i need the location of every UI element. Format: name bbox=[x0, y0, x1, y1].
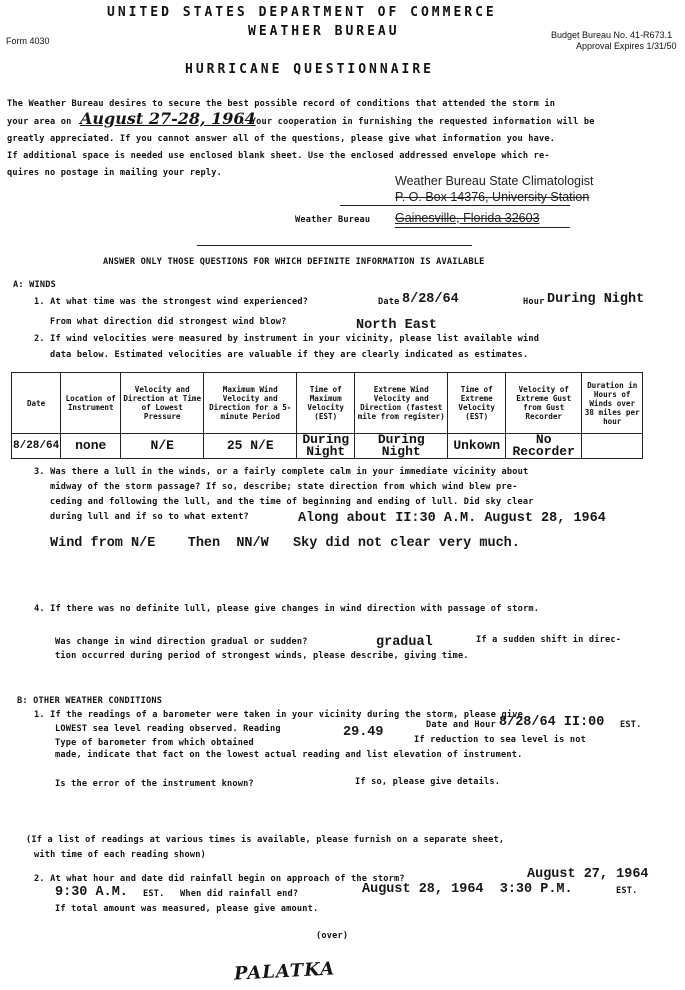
col-location: Location of Instrument bbox=[61, 373, 121, 434]
col-duration-hours: Duration in Hours of Winds over 38 miles per hour bbox=[582, 373, 643, 434]
address-label: Weather Bureau bbox=[295, 215, 371, 225]
baro-q1-line-4: made, indicate that fact on the lowest actual reading and list elevation of instrument. bbox=[55, 750, 523, 760]
handwritten-signature: PALATKA bbox=[233, 958, 336, 985]
intro-line-2-prefix: your area on bbox=[7, 117, 72, 127]
wind-q3-line-3: ceding and following the lull, and the time of beginning and ending of lull. Did sky clear bbox=[50, 497, 534, 507]
col-gust-velocity: Velocity of Extreme Gust from Gust Recorder bbox=[506, 373, 582, 434]
address-rule-3 bbox=[197, 245, 472, 246]
wind-data-table bbox=[11, 372, 643, 459]
col-extreme-wind-velocity: Extreme Wind Velocity and Direction (fastest mile from register) bbox=[355, 373, 448, 434]
address-rule-2 bbox=[395, 227, 570, 228]
baro-datehour-answer: 8/28/64 II:00 bbox=[499, 715, 605, 730]
list-note-line-2: with time of each reading shown) bbox=[34, 850, 206, 860]
wind-q1: 1. At what time was the strongest wind experienced? bbox=[34, 297, 309, 307]
cell-gust-velocity: No Recorder bbox=[506, 434, 582, 459]
wind-q1-hour-label: Hour bbox=[523, 297, 545, 307]
rain-end-question: When did rainfall end? bbox=[180, 889, 299, 899]
baro-reduction-note: If reduction to sea level is not bbox=[414, 735, 586, 745]
cell-velocity-lowest-pressure: N/E bbox=[121, 434, 204, 459]
baro-reading-answer: 29.49 bbox=[343, 725, 384, 740]
cell-date: 8/28/64 bbox=[12, 434, 61, 459]
wind-q3-answer-1: Along about II:30 A.M. August 28, 1964 bbox=[298, 511, 606, 526]
wind-q4-gradual-question: Was change in wind direction gradual or sudden? bbox=[55, 637, 308, 647]
rain-total-question: If total amount was measured, please give amount. bbox=[55, 904, 319, 914]
baro-q1-line-2: LOWEST sea level reading observed. Reading bbox=[55, 724, 281, 734]
wind-q3-line-4: during lull and if so to what extent? bbox=[50, 512, 249, 522]
col-time-extreme-velocity: Time of Extreme Velocity (EST) bbox=[448, 373, 506, 434]
col-max-wind-velocity: Maximum Wind Velocity and Direction for a 5-minute Period bbox=[204, 373, 297, 434]
wind-q3-answer-2: Wind from N/E Then NN/W Sky did not clear very much. bbox=[50, 536, 520, 551]
wind-direction-question: From what direction did strongest wind blow? bbox=[50, 317, 287, 327]
cell-max-wind-velocity: 25 N/E bbox=[204, 434, 297, 459]
intro-line-1: The Weather Bureau desires to secure the best possible record of conditions that attended the storm in bbox=[7, 99, 556, 109]
bureau-title: WEATHER BUREAU bbox=[248, 24, 400, 39]
wind-q4-answer: gradual bbox=[376, 635, 433, 650]
wind-q2-line-2: data below. Estimated velocities are valuable if they are clearly indicated as estimates. bbox=[50, 350, 529, 360]
intro-line-5: quires no postage in mailing your reply. bbox=[7, 168, 222, 178]
approval-expiry: Approval Expires 1/31/50 bbox=[576, 41, 677, 51]
wind-q3-line-2: midway of the storm passage? If so, describe; state direction from which wind blew pre- bbox=[50, 482, 518, 492]
baro-est-label: EST. bbox=[620, 720, 642, 730]
address-line-1: Weather Bureau State Climatologist bbox=[395, 174, 594, 188]
cell-location: none bbox=[61, 434, 121, 459]
baro-q1-line-1: 1. If the readings of a barometer were taken in your vicinity during the storm, please give bbox=[34, 710, 524, 720]
baro-error-question: Is the error of the instrument known? bbox=[55, 779, 254, 789]
budget-bureau-number: Budget Bureau No. 41-R673.1 bbox=[551, 30, 673, 40]
wind-q2-line-1: 2. If wind velocities were measured by instrument in your vicinity, please list available wind bbox=[34, 334, 540, 344]
rain-est-label: EST. bbox=[143, 889, 165, 899]
wind-q4: 4. If there was no definite lull, please give changes in wind direction with passage of storm. bbox=[34, 604, 540, 614]
instruction-banner: ANSWER ONLY THOSE QUESTIONS FOR WHICH DEFINITE INFORMATION IS AVAILABLE bbox=[103, 257, 485, 267]
rain-q2-line-1: 2. At what hour and date did rainfall begin on approach of the storm? bbox=[34, 874, 405, 884]
rain-end-answer: August 28, 1964 3:30 P.M. bbox=[362, 882, 573, 897]
wind-q1-hour-answer: During Night bbox=[547, 292, 645, 307]
address-line-2: P. O. Box 14376, University Station bbox=[395, 190, 590, 204]
col-date: Date bbox=[12, 373, 61, 434]
intro-line-4: If additional space is needed use enclosed blank sheet. Use the enclosed addressed envelope which re- bbox=[7, 151, 550, 161]
wind-q4-sudden-line-2: tion occurred during period of strongest winds, please describe, giving time. bbox=[55, 651, 469, 661]
wind-q3-line-1: 3. Was there a lull in the winds, or a fairly complete calm in your immediate vicinity about bbox=[34, 467, 529, 477]
rain-begin-time-answer: 9:30 A.M. bbox=[55, 885, 128, 900]
rain-est-label-2: EST. bbox=[616, 886, 638, 896]
wind-q4-sudden-line-1: If a sudden shift in direc- bbox=[476, 635, 622, 645]
col-time-max-velocity: Time of Maximum Velocity (EST) bbox=[297, 373, 355, 434]
intro-line-2-suffix: . Your cooperation in furnishing the requested information will be bbox=[240, 117, 595, 127]
intro-line-3: greatly appreciated. If you cannot answer all of the questions, please give what information you have. bbox=[7, 134, 556, 144]
baro-ifso-note: If so, please give details. bbox=[355, 777, 501, 787]
over-label: (over) bbox=[316, 931, 349, 941]
section-a-heading: A: WINDS bbox=[13, 280, 56, 290]
address-rule-1 bbox=[340, 205, 570, 206]
cell-extreme-wind-velocity: During Night bbox=[355, 434, 448, 459]
form-number: Form 4030 bbox=[6, 36, 50, 46]
storm-dates-handwritten: August 27-28, 1964 bbox=[80, 109, 256, 128]
baro-datehour-label: Date and Hour bbox=[426, 720, 496, 730]
col-velocity-lowest-pressure: Velocity and Direction at Time of Lowest Pressure bbox=[121, 373, 204, 434]
cell-time-max-velocity: During Night bbox=[297, 434, 355, 459]
wind-q1-date-label: Date bbox=[378, 297, 400, 307]
address-line-3: Gainesville, Florida 32603 bbox=[395, 211, 540, 225]
wind-q1-date-answer: 8/28/64 bbox=[402, 292, 459, 307]
form-title: HURRICANE QUESTIONNAIRE bbox=[185, 62, 435, 77]
rain-begin-date-answer: August 27, 1964 bbox=[527, 867, 649, 882]
baro-type-question: Type of barometer from which obtained bbox=[55, 738, 254, 748]
section-b-heading: B: OTHER WEATHER CONDITIONS bbox=[17, 696, 163, 706]
cell-time-extreme-velocity: Unkown bbox=[448, 434, 506, 459]
list-note-line-1: (If a list of readings at various times is available, please furnish on a separate sheet, bbox=[26, 835, 505, 845]
wind-direction-answer: North East bbox=[356, 318, 438, 333]
cell-duration-hours bbox=[582, 434, 643, 459]
agency-title: UNITED STATES DEPARTMENT OF COMMERCE bbox=[107, 5, 497, 20]
